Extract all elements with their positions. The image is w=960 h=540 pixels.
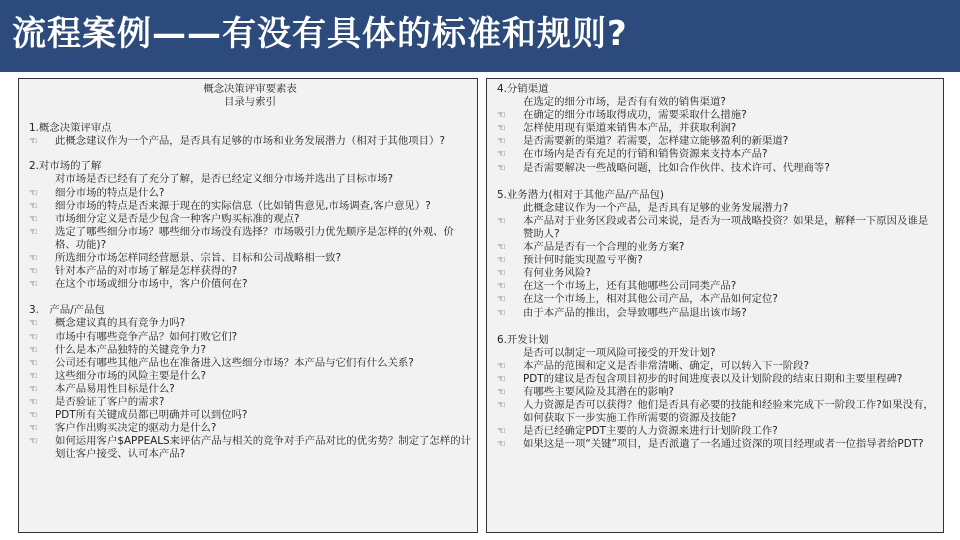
list-item: ☜ 预计何时能实现盈亏平衡? [497, 254, 643, 267]
list-item: ☜ 如果这是一项“关键”项目，是否派遣了一名通过资深的项目经理或者一位指导者给PDT? [497, 438, 924, 451]
slide-title: 流程案例——有没有具体的标准和规则? [12, 14, 628, 54]
list-item: ☜ 本产品对于业务区段或者公司来说，是否为一项战略投资？如果是，解释一下原因及谁是赞助人? [497, 214, 929, 240]
slide-header [0, 0, 960, 72]
list-item: ☜ 什么是本产品独特的关键竞争力? [29, 343, 206, 356]
list-item: ☜ 客户作出购买决定的驱动力是什么? [29, 422, 217, 435]
list-item: ☜ 细分市场的特点是否来源于现在的实际信息（比如销售意见,市场调查,客户意见）? [29, 199, 431, 212]
list-item: ☜ 在这一个市场上，还有其他哪些公司同类产品? [497, 280, 737, 293]
list-item: ☜ 此概念建议作为一个产品，是否具有足够的市场和业务发展潜力（相对于其他项目）? [29, 135, 445, 148]
pointing-hand-icon: ☜ [497, 307, 506, 319]
pointing-hand-icon: ☜ [497, 373, 506, 385]
section-heading: 2.对市场的了解 [29, 160, 102, 173]
list-item: ☜ 是否验证了客户的需求? [29, 395, 165, 408]
list-item: ☜ 所选细分市场怎样同经营愿景、宗旨、目标和公司战略相一致? [29, 252, 342, 265]
list-item: ☜ 如何运用客户$APPEALS来评估产品与相关的竞争对手产品对比的优劣势？制定了怎样的计划让客户接受、认可本产品? [29, 435, 471, 461]
pointing-hand-icon: ☜ [29, 410, 38, 422]
list-item: ☜ 在这一个市场上，相对其他公司产品，本产品如何定位? [497, 293, 778, 306]
section-heading: 5.业务潜力(相对于其他产品/产品包) [497, 188, 664, 201]
list-item: ☜ 本产品易用性目标是什么? [29, 382, 175, 395]
right-panel [486, 78, 944, 533]
pointing-hand-icon: ☜ [29, 318, 38, 330]
pointing-hand-icon: ☜ [29, 187, 38, 199]
list-item: ☜ PDT的建议是否包含项目初步的时间进度表以及计划阶段的结束日期和主要里程碑? [497, 372, 903, 385]
list-item: ☜ 选定了哪些细分市场？哪些细分市场没有选择？市场吸引力优先顺序是怎样的(外观、价格、功能)? [29, 225, 454, 251]
section-heading: 6.开发计划 [497, 333, 549, 346]
pointing-hand-icon: ☜ [497, 215, 506, 227]
pointing-hand-icon: ☜ [29, 436, 38, 448]
pointing-hand-icon: ☜ [29, 200, 38, 212]
list-item: ☜ 是否需要解决一些战略问题，比如合作伙伴、技术许可、代理商等? [497, 161, 830, 174]
list-item: ☜ 市场中有哪些竞争产品？如何打败它们? [29, 330, 238, 343]
list-item: ☜ 在确定的细分市场取得成功，需要采取什么措施? [497, 109, 747, 122]
section-intro: 此概念建议作为一个产品，是否具有足够的业务发展潜力? [523, 201, 789, 214]
pointing-hand-icon: ☜ [29, 383, 38, 395]
list-item: ☜ 是否需要新的渠道？若需要，怎样建立能够盈利的新渠道? [497, 135, 789, 148]
list-item: ☜ 针对本产品的对市场了解是怎样获得的? [29, 265, 238, 278]
pointing-hand-icon: ☜ [497, 281, 506, 293]
list-item: ☜ 在市场内是否有充足的行销和销售资源来支持本产品? [497, 148, 768, 161]
list-item: ☜ 有哪些主要风险及其潜在的影响? [497, 385, 674, 398]
pointing-hand-icon: ☜ [497, 255, 506, 267]
pointing-hand-icon: ☜ [29, 253, 38, 265]
pointing-hand-icon: ☜ [497, 149, 506, 161]
pointing-hand-icon: ☜ [29, 396, 38, 408]
pointing-hand-icon: ☜ [497, 386, 506, 398]
list-item: ☜ PDT所有关键成员都已明确并可以到位吗? [29, 409, 248, 422]
list-item: ☜ 有何业务风险? [497, 267, 591, 280]
pointing-hand-icon: ☜ [497, 242, 506, 254]
pointing-hand-icon: ☜ [497, 400, 506, 412]
doc-subtitle: 目录与索引 [224, 96, 276, 109]
list-item: ☜ 人力资源是否可以获得？他们是否具有必要的技能和经验来完成下一阶段工作?如果没有，如何获取下一步实施工作所需要的资源及技能? [497, 399, 934, 425]
pointing-hand-icon: ☜ [29, 344, 38, 356]
list-item: ☜ 由于本产品的推出，会导致哪些产品退出该市场? [497, 306, 747, 319]
pointing-hand-icon: ☜ [497, 294, 506, 306]
section-heading: 1.概念决策评审点 [29, 122, 112, 135]
pointing-hand-icon: ☜ [497, 123, 506, 135]
pointing-hand-icon: ☜ [497, 426, 506, 438]
list-item: ☜ 在这个市场或细分市场中，客户价值何在? [29, 278, 248, 291]
pointing-hand-icon: ☜ [29, 226, 38, 238]
pointing-hand-icon: ☜ [497, 110, 506, 122]
pointing-hand-icon: ☜ [29, 370, 38, 382]
doc-title: 概念决策评审要素表 [203, 83, 297, 95]
pointing-hand-icon: ☜ [497, 162, 506, 174]
section-heading: 4.分销渠道 [497, 83, 549, 95]
pointing-hand-icon: ☜ [29, 357, 38, 369]
list-item: ☜ 是否已经确定PDT主要的人力资源来进行计划阶段工作? [497, 425, 778, 438]
list-item: ☜ 怎样使用现有渠道来销售本产品，并获取利润? [497, 122, 737, 135]
left-panel [18, 78, 478, 533]
pointing-hand-icon: ☜ [497, 136, 506, 148]
pointing-hand-icon: ☜ [29, 136, 38, 148]
list-item: ☜ 概念建议真的具有竞争力吗? [29, 317, 186, 330]
section-intro: 在选定的细分市场，是否有有效的销售渠道? [523, 96, 726, 109]
list-item: ☜ 细分市场的特点是什么? [29, 186, 165, 199]
pointing-hand-icon: ☜ [29, 279, 38, 291]
pointing-hand-icon: ☜ [29, 213, 38, 225]
list-item: ☜ 本产品是否有一个合理的业务方案? [497, 241, 685, 254]
list-item: ☜ 本产品的范围和定义是否非常清晰、确定，可以转入下一阶段? [497, 359, 810, 372]
section-intro: 对市场是否已经有了充分了解，是否已经定义细分市场并选出了目标市场? [55, 173, 394, 186]
pointing-hand-icon: ☜ [29, 266, 38, 278]
pointing-hand-icon: ☜ [497, 360, 506, 372]
pointing-hand-icon: ☜ [497, 268, 506, 280]
section-heading: 3. 产品/产品包 [29, 304, 105, 317]
list-item: ☜ 市场细分定义是否是少包含一种客户购买标准的观点? [29, 212, 300, 225]
pointing-hand-icon: ☜ [29, 331, 38, 343]
list-item: ☜ 公司还有哪些其他产品也在准备进入这些细分市场？本产品与它们有什么关系? [29, 356, 414, 369]
list-item: ☜ 这些细分市场的风险主要是什么? [29, 369, 206, 382]
pointing-hand-icon: ☜ [497, 439, 506, 451]
pointing-hand-icon: ☜ [29, 423, 38, 435]
section-intro: 是否可以制定一项风险可接受的开发计划? [523, 346, 716, 359]
